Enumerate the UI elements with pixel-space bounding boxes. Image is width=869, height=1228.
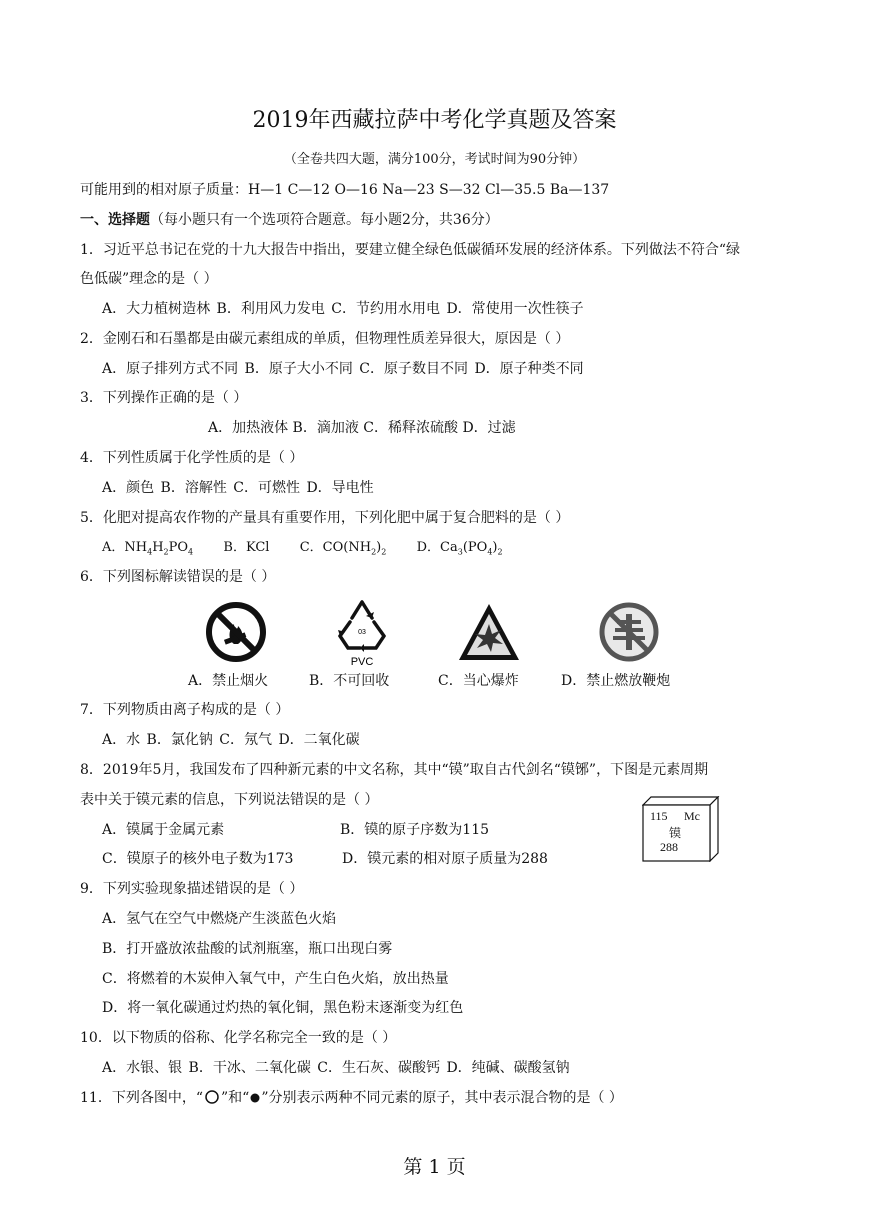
q2-options: A．原子排列方式不同 B．原子大小不同 C．原子数目不同 D．原子种类不同 bbox=[102, 361, 584, 377]
q4-options: A．颜色 B．溶解性 C．可燃性 D．导电性 bbox=[102, 480, 374, 496]
q6-option-b: B．不可回收 bbox=[309, 673, 390, 689]
q8-option-b: B．镆的原子序数为115 bbox=[340, 822, 490, 838]
q8-stem-line2: 表中关于镆元素的信息，下列说法错误的是（ ） bbox=[80, 792, 379, 808]
q6-stem: 6．下列图标解读错误的是（ ） bbox=[80, 569, 276, 585]
q10-stem: 10．以下物质的俗称、化学名称完全一致的是（ ） bbox=[80, 1030, 397, 1046]
q1-stem-line1: 1．习近平总书记在党的十九大报告中指出，要建立健全绿色低碳循环发展的经济体系。下列做法不符合“绿 bbox=[80, 242, 741, 258]
recycle-code: 03 bbox=[358, 629, 366, 636]
section-1-title: 一、选择题 bbox=[80, 212, 150, 228]
element-number: 115 bbox=[650, 809, 668, 823]
exam-info: （全卷共四大题，满分100分，考试时间为90分钟） bbox=[283, 152, 586, 167]
section-1-heading bbox=[80, 210, 499, 230]
q7-stem: 7．下列物质由离子构成的是（ ） bbox=[80, 702, 290, 718]
q11-stem: 11．下列各图中，“ ”和“ ”分别表示两种不同元素的原子，其中表示混合物的是（ ） bbox=[80, 1090, 623, 1106]
q8-option-d: D．镆元素的相对原子质量为288 bbox=[342, 851, 548, 867]
q7-options: A．水 B．氯化钠 C．氖气 D．二氧化碳 bbox=[102, 732, 360, 748]
q2-stem: 2．金刚石和石墨都是由碳元素组成的单质，但物理性质差异很大，原因是（ ） bbox=[80, 331, 570, 347]
recycle-label: PVC bbox=[350, 656, 374, 668]
open-circle-icon bbox=[203, 1090, 221, 1104]
q1-stem-line2: 色低碳”理念的是（ ） bbox=[80, 271, 218, 287]
no-firecrackers-icon bbox=[597, 600, 661, 664]
q5-option-b: B．KCl bbox=[223, 540, 270, 555]
q8-stem-line1: 8．2019年5月，我国发布了四种新元素的中文名称，其中“镆”取自古代剑名“镆铘”，下图是元素周期 bbox=[80, 762, 709, 778]
q9-option-b: B．打开盛放浓盐酸的试剂瓶塞，瓶口出现白雾 bbox=[102, 941, 393, 957]
q6-option-a: A．禁止烟火 bbox=[188, 673, 269, 689]
q8-option-a: A．镆属于金属元素 bbox=[102, 822, 225, 838]
q9-option-a: A．氢气在空气中燃烧产生淡蓝色火焰 bbox=[102, 911, 337, 927]
filled-circle-icon bbox=[249, 1090, 261, 1104]
page-title: 2019年西藏拉萨中考化学真题及答案 bbox=[252, 108, 617, 133]
q5-option-a: A．$NH_4H_2PO_4$ bbox=[102, 540, 194, 557]
element-symbol: Mc bbox=[684, 809, 700, 823]
recycle-pvc-icon bbox=[330, 596, 394, 668]
no-fire-icon bbox=[204, 600, 268, 664]
q9-option-d: D．将一氧化碳通过灼热的氧化铜，黑色粉末逐渐变为红色 bbox=[102, 1000, 464, 1016]
explosion-warning-icon bbox=[455, 600, 523, 664]
q8-option-c: C．镆原子的核外电子数为173 bbox=[102, 851, 294, 867]
q9-option-c: C．将燃着的木炭伸入氧气中，产生白色火焰，放出热量 bbox=[102, 971, 449, 987]
q6-option-c: C．当心爆炸 bbox=[438, 673, 519, 689]
section-1-note: （每小题只有一个选项符合题意。每小题2分，共36分） bbox=[150, 212, 499, 228]
q10-options: A．水银、银 B．干冰、二氧化碳 C．生石灰、碳酸钙 D．纯碱、碳酸氢钠 bbox=[102, 1060, 570, 1076]
q5-stem: 5．化肥对提高农作物的产量具有重要作用，下列化肥中属于复合肥料的是（ ） bbox=[80, 510, 570, 526]
q3-stem: 3．下列操作正确的是（ ） bbox=[80, 390, 248, 406]
q1-options: A．大力植树造林 B．利用风力发电 C．节约用水用电 D．常使用一次性筷子 bbox=[102, 301, 584, 317]
page-footer: 第 1 页 bbox=[403, 1156, 466, 1178]
q5-option-c: C．$CO(NH_2)_2$ bbox=[299, 540, 387, 557]
element-mass: 288 bbox=[660, 840, 678, 854]
q9-stem: 9．下列实验现象描述错误的是（ ） bbox=[80, 881, 304, 897]
element-name: 镆 bbox=[669, 826, 682, 840]
q5-options bbox=[102, 538, 503, 563]
atomic-masses: 可能用到的相对原子质量：H—1 C—12 O—16 Na—23 S—32 Cl—35.5 Ba—137 bbox=[80, 182, 610, 198]
q6-option-d: D．禁止燃放鞭炮 bbox=[561, 673, 671, 689]
q5-option-d: D．$Ca_3(PO_4)_2$ bbox=[416, 540, 503, 557]
q4-stem: 4．下列性质属于化学性质的是（ ） bbox=[80, 450, 304, 466]
q3-options: A．加热液体 B．滴加液 C．稀释浓硫酸 D．过滤 bbox=[208, 420, 516, 436]
